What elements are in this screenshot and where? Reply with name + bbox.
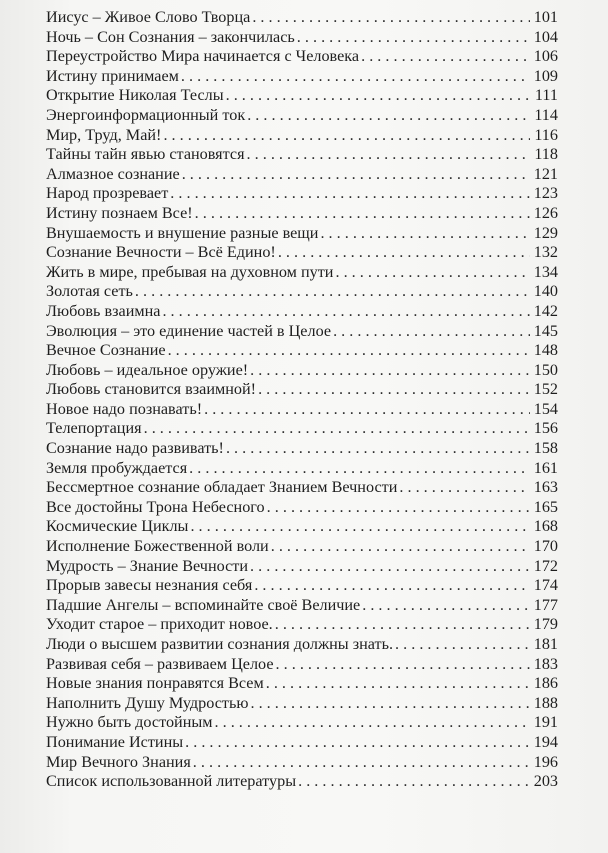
toc-entry	[46, 635, 558, 655]
dot-leader	[271, 537, 530, 557]
toc-entry-title: Космические Циклы	[46, 517, 189, 536]
toc-entry-title: Ночь – Сон Сознания – закончилась	[46, 27, 295, 46]
dot-leader	[252, 8, 530, 28]
toc-entry-title: Мир Вечного Знания	[46, 752, 191, 771]
toc-entry-page-number: 177	[533, 595, 558, 614]
toc-entry-title: Алмазное сознание	[46, 164, 180, 183]
dot-leader	[250, 694, 530, 714]
toc-entry-title: Сознание надо развивать!	[46, 439, 224, 458]
toc-entry-title: Народ прозревает	[46, 184, 169, 203]
toc-entry-page-number: 154	[533, 399, 558, 418]
dot-leader	[170, 184, 530, 204]
dot-leader	[399, 478, 530, 498]
dot-leader	[215, 713, 531, 733]
toc-entry-page-number: 172	[533, 556, 558, 575]
toc-entry-title: Наполнить Душу Мудростью	[46, 693, 249, 712]
dot-leader	[278, 243, 530, 263]
toc-entry	[46, 341, 558, 361]
toc-entry	[46, 655, 558, 675]
toc-entry	[46, 67, 558, 87]
dot-leader	[226, 439, 530, 459]
dot-leader	[258, 380, 530, 400]
toc-entry-page-number: 161	[533, 458, 558, 477]
dot-leader	[163, 126, 530, 146]
toc-entry	[46, 322, 558, 342]
toc-entry	[46, 400, 558, 420]
toc-entry	[46, 419, 558, 439]
toc-entry-page-number: 156	[533, 419, 558, 438]
toc-entry-title: Новые знания понравятся Всем	[46, 674, 264, 693]
toc-entry-title: Понимание Истины	[46, 732, 184, 751]
toc-entry-title: Энергоинформационный ток	[46, 105, 246, 124]
toc-entry-page-number: 111	[534, 86, 558, 105]
toc-entry-page-number: 179	[533, 615, 558, 634]
toc-entry	[46, 145, 558, 165]
toc-entry-page-number: 168	[533, 517, 558, 536]
toc-entry-title: Любовь взаимна	[46, 301, 161, 320]
toc-entry	[46, 204, 558, 224]
toc-entry-title: Внушаемость и внушение разные вещи	[46, 223, 319, 242]
toc-entry	[46, 184, 558, 204]
toc-entry-title: Открытие Николая Теслы	[46, 86, 224, 105]
toc-entry	[46, 282, 558, 302]
toc-entry-page-number: 174	[533, 576, 558, 595]
toc-entry-page-number: 191	[533, 713, 558, 732]
toc-entry	[46, 537, 558, 557]
toc-entry-title: Список использованной литературы	[46, 772, 297, 791]
toc-entry-title: Вечное Сознание	[46, 341, 166, 360]
dot-leader	[333, 322, 530, 342]
toc-entry-page-number: 194	[533, 732, 558, 751]
dot-leader	[250, 557, 530, 577]
dot-leader	[247, 145, 530, 165]
toc-entry	[46, 674, 558, 694]
toc-entry	[46, 263, 558, 283]
toc-entry	[46, 380, 558, 400]
toc-entry-page-number: 183	[533, 654, 558, 673]
dot-leader	[135, 282, 530, 302]
toc-entry-title: Телепортация	[46, 419, 142, 438]
toc-entry	[46, 439, 558, 459]
toc-entry-page-number: 104	[533, 27, 558, 46]
toc-entry-title: Сознание Вечности – Всё Едино!	[46, 243, 276, 262]
toc-entry-page-number: 140	[533, 282, 558, 301]
dot-leader	[275, 615, 530, 635]
toc-entry-page-number: 181	[533, 635, 558, 653]
toc-entry	[46, 224, 558, 244]
toc-entry-page-number: 148	[533, 341, 558, 360]
toc-entry	[46, 459, 558, 479]
toc-entry-title: Иисус – Живое Слово Творца	[46, 8, 251, 26]
dot-leader	[193, 753, 530, 773]
toc-entry	[46, 694, 558, 714]
toc-entry-title: Исполнение Божественной воли	[46, 537, 269, 556]
toc-entry-title: Мудрость – Знание Вечности	[46, 556, 249, 575]
toc-entry-title: Все достойны Трона Небесного	[46, 497, 265, 516]
dot-leader	[168, 341, 530, 361]
dot-leader	[190, 517, 530, 537]
toc-entry-page-number: 203	[533, 772, 558, 791]
toc-entry	[46, 8, 558, 28]
toc-entry-page-number: 129	[533, 223, 558, 242]
dot-leader	[297, 28, 530, 48]
dot-leader	[247, 106, 530, 126]
toc-entry-page-number: 196	[533, 752, 558, 771]
toc-entry	[46, 733, 558, 753]
toc-entry-page-number: 163	[533, 478, 558, 497]
toc-entry-page-number: 186	[533, 674, 558, 693]
toc-entry	[46, 47, 558, 67]
toc-entry	[46, 302, 558, 322]
toc-entry-title: Истину познаем Все!	[46, 203, 193, 222]
dot-leader	[276, 655, 530, 675]
dot-leader	[144, 419, 530, 439]
toc-entry-page-number: 134	[533, 262, 558, 281]
toc-entry	[46, 106, 558, 126]
toc-entry-title: Эволюция – это единение частей в Целое	[46, 321, 332, 340]
toc-entry-title: Мир, Труд, Май!	[46, 125, 162, 144]
toc-entry	[46, 772, 558, 792]
dot-leader	[189, 459, 530, 479]
toc-entry-page-number: 165	[533, 497, 558, 516]
dot-leader	[361, 47, 530, 67]
toc-entry-title: Истину принимаем	[46, 66, 179, 85]
toc-entry-page-number: 123	[533, 184, 558, 203]
toc-entry-title: Жить в мире, пребывая на духовном пути	[46, 262, 334, 281]
toc-entry	[46, 576, 558, 596]
toc-entry-page-number: 126	[533, 203, 558, 222]
toc-entry	[46, 713, 558, 733]
toc-entry-page-number: 118	[534, 145, 558, 164]
dot-leader	[204, 400, 530, 420]
toc-entry-page-number: 109	[533, 66, 558, 85]
toc-entry-page-number: 121	[533, 164, 558, 183]
toc-entry	[46, 165, 558, 185]
table-of-contents	[46, 8, 558, 792]
toc-entry	[46, 28, 558, 48]
toc-entry-page-number: 116	[534, 125, 558, 144]
toc-entry	[46, 126, 558, 146]
dot-leader	[181, 67, 530, 87]
dot-leader	[250, 361, 530, 381]
dot-leader	[226, 86, 530, 106]
toc-entry	[46, 615, 558, 635]
dot-leader	[162, 302, 530, 322]
toc-entry	[46, 753, 558, 773]
toc-entry	[46, 596, 558, 616]
toc-entry-title: Переустройство Мира начинается с Человека	[46, 47, 360, 66]
dot-leader	[395, 635, 530, 655]
toc-entry-page-number: 142	[533, 301, 558, 320]
toc-entry-title: Развивая себя – развиваем Целое	[46, 654, 274, 673]
dot-leader	[182, 165, 530, 185]
toc-entry-title: Падшие Ангелы – вспоминайте своё Величие	[46, 595, 361, 614]
toc-entry-title: Тайны тайн явью становятся	[46, 145, 245, 164]
toc-entry	[46, 243, 558, 263]
toc-entry	[46, 517, 558, 537]
toc-entry-title: Новое надо познавать!	[46, 399, 203, 418]
toc-entry-title: Земля пробуждается	[46, 458, 188, 477]
toc-entry-page-number: 101	[533, 8, 558, 26]
toc-entry-page-number: 145	[533, 321, 558, 340]
toc-entry-title: Люди о высшем развитии сознания должны знать.	[46, 635, 394, 653]
toc-entry-title: Бессмертное сознание обладает Знанием Вечности	[46, 478, 398, 497]
toc-entry-title: Уходит старое – приходит новое.	[46, 615, 273, 634]
dot-leader	[185, 733, 530, 753]
dot-leader	[298, 772, 530, 792]
dot-leader	[266, 674, 530, 694]
toc-entry-title: Нужно быть достойным	[46, 713, 213, 732]
toc-entry-page-number: 188	[533, 693, 558, 712]
toc-entry-page-number: 132	[533, 243, 558, 262]
toc-entry-title: Любовь – идеальное оружие!	[46, 360, 249, 379]
toc-entry	[46, 557, 558, 577]
dot-leader	[254, 576, 530, 596]
toc-entry	[46, 361, 558, 381]
toc-entry-page-number: 106	[533, 47, 558, 66]
toc-entry-title: Любовь становится взаимной!	[46, 380, 257, 399]
toc-entry	[46, 86, 558, 106]
toc-entry-page-number: 170	[533, 537, 558, 556]
toc-entry-page-number: 150	[533, 360, 558, 379]
dot-leader	[195, 204, 530, 224]
toc-entry	[46, 478, 558, 498]
toc-entry-title: Золотая сеть	[46, 282, 133, 301]
toc-entry-page-number: 114	[534, 105, 558, 124]
toc-entry	[46, 498, 558, 518]
dot-leader	[267, 498, 530, 518]
dot-leader	[335, 263, 530, 283]
dot-leader	[362, 596, 530, 616]
toc-entry-page-number: 152	[533, 380, 558, 399]
toc-entry-title: Прорыв завесы незнания себя	[46, 576, 253, 595]
toc-entry-page-number: 158	[533, 439, 558, 458]
dot-leader	[320, 224, 530, 244]
